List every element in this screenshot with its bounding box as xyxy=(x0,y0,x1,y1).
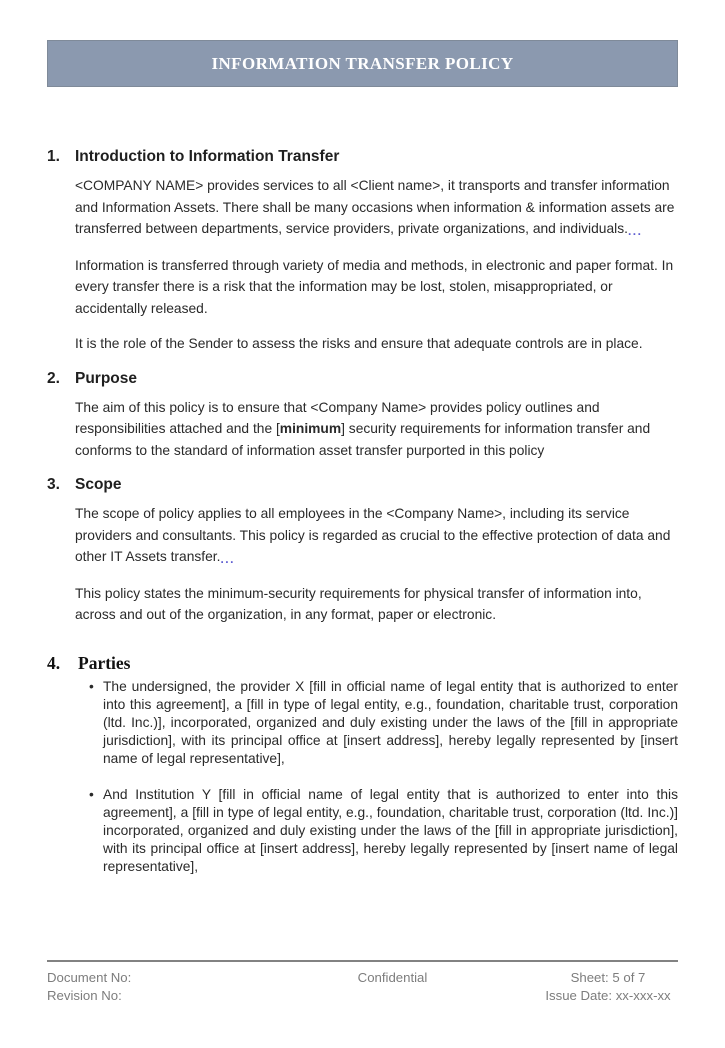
section-scope xyxy=(47,475,678,626)
tracked-change-mark: ... xyxy=(627,224,643,238)
footer-left xyxy=(47,969,247,1005)
paragraph: Information is transferred through variety of media and methods, in electronic and paper format. In every transfer there is a risk that the information may be lost, stolen, misappropriated, or accidentally released. xyxy=(75,257,674,316)
section-number: 1. xyxy=(47,148,60,165)
confidential-label: Confidential xyxy=(357,970,428,985)
sheet-number: Sheet: 5 of 7 xyxy=(570,970,646,985)
section-introduction xyxy=(47,147,678,355)
section-body xyxy=(75,175,678,355)
tracked-change-mark: ... xyxy=(220,552,235,566)
paragraph: It is the role of the Sender to assess the risks and ensure that adequate controls are in place. xyxy=(75,336,643,351)
list-item xyxy=(89,678,678,769)
list-item-text: The undersigned, the provider X [fill in official name of legal entity that is authorized to enter into this agreement], a [fill in type of legal entity, e.g., foundation, charitable trust, corporation (ltd. Inc.)], incorporated, organized and duly existing under the laws of the [fill in appropriate jurisdiction], with its principal office at [insert address], hereby legally represented by [insert name of legal representative], xyxy=(103,678,678,767)
section-heading-purpose xyxy=(47,369,678,389)
issue-date: Issue Date: xx-xxx-xx xyxy=(545,988,671,1003)
revision-no-label: Revision No: xyxy=(47,988,122,1003)
parties-bullet-list xyxy=(47,678,678,877)
title-banner xyxy=(47,40,678,87)
paragraph xyxy=(75,175,678,241)
document-no-label: Document No: xyxy=(47,970,132,985)
section-heading-scope xyxy=(47,475,678,495)
section-heading-text: Scope xyxy=(75,476,122,493)
list-item-text: And Institution Y [fill in official name of legal entity that is authorized to enter into this agreement], a [fill in type of legal entity, e.g., foundation, charitable trust, corporation (ltd. Inc.)] incorporated, organized and duly existing under the laws of the [fill in appropriate jurisdiction], with its principal office at [insert address], hereby legally represented by [insert name of legal representative], xyxy=(103,786,678,875)
bold-text: minimum xyxy=(279,421,342,436)
paragraph-text: The scope of policy applies to all employees in the <Company Name>, including its service providers and consultants. This policy is regarded as crucial to the effective protection of data and other IT Assets transfer. xyxy=(75,506,671,564)
paragraph xyxy=(75,503,678,569)
bullet-icon: • xyxy=(89,786,94,802)
section-body xyxy=(75,503,678,626)
section-heading-text: Introduction to Information Transfer xyxy=(75,148,340,165)
bullet-icon: • xyxy=(89,678,94,694)
document-title: INFORMATION TRANSFER POLICY xyxy=(211,53,514,73)
section-number: 3. xyxy=(47,476,60,493)
section-heading-parties xyxy=(47,652,678,675)
paragraph xyxy=(75,397,678,462)
paragraph-text: ] security requirements for information transfer and conforms to the standard of information asset transfer purported in this policy xyxy=(75,421,651,458)
section-heading-introduction xyxy=(47,147,678,167)
paragraph: This policy states the minimum-security requirements for physical transfer of information into, across and out of the organization, in any format, paper or electronic. xyxy=(75,585,642,622)
document-body xyxy=(47,147,678,894)
section-purpose xyxy=(47,369,678,462)
section-body xyxy=(75,397,678,462)
section-number: 2. xyxy=(47,369,60,387)
section-heading-text: Purpose xyxy=(75,369,138,387)
paragraph-text: The aim of this policy is to ensure that <Company Name> provides policy outlines and responsibilities attached and the [ xyxy=(75,399,600,436)
section-number: 4. xyxy=(47,652,61,673)
paragraph-text: <COMPANY NAME> provides services to all <Client name>, it transports and transfer information and Information Assets. There shall be many occasions when information & information assets are transferred between departments, service providers, private organizations, and individuals. xyxy=(75,178,675,236)
section-parties xyxy=(47,652,678,877)
footer-right xyxy=(538,969,678,1005)
list-item xyxy=(89,786,678,877)
section-heading-text: Parties xyxy=(78,652,131,673)
page-footer xyxy=(47,960,678,1005)
